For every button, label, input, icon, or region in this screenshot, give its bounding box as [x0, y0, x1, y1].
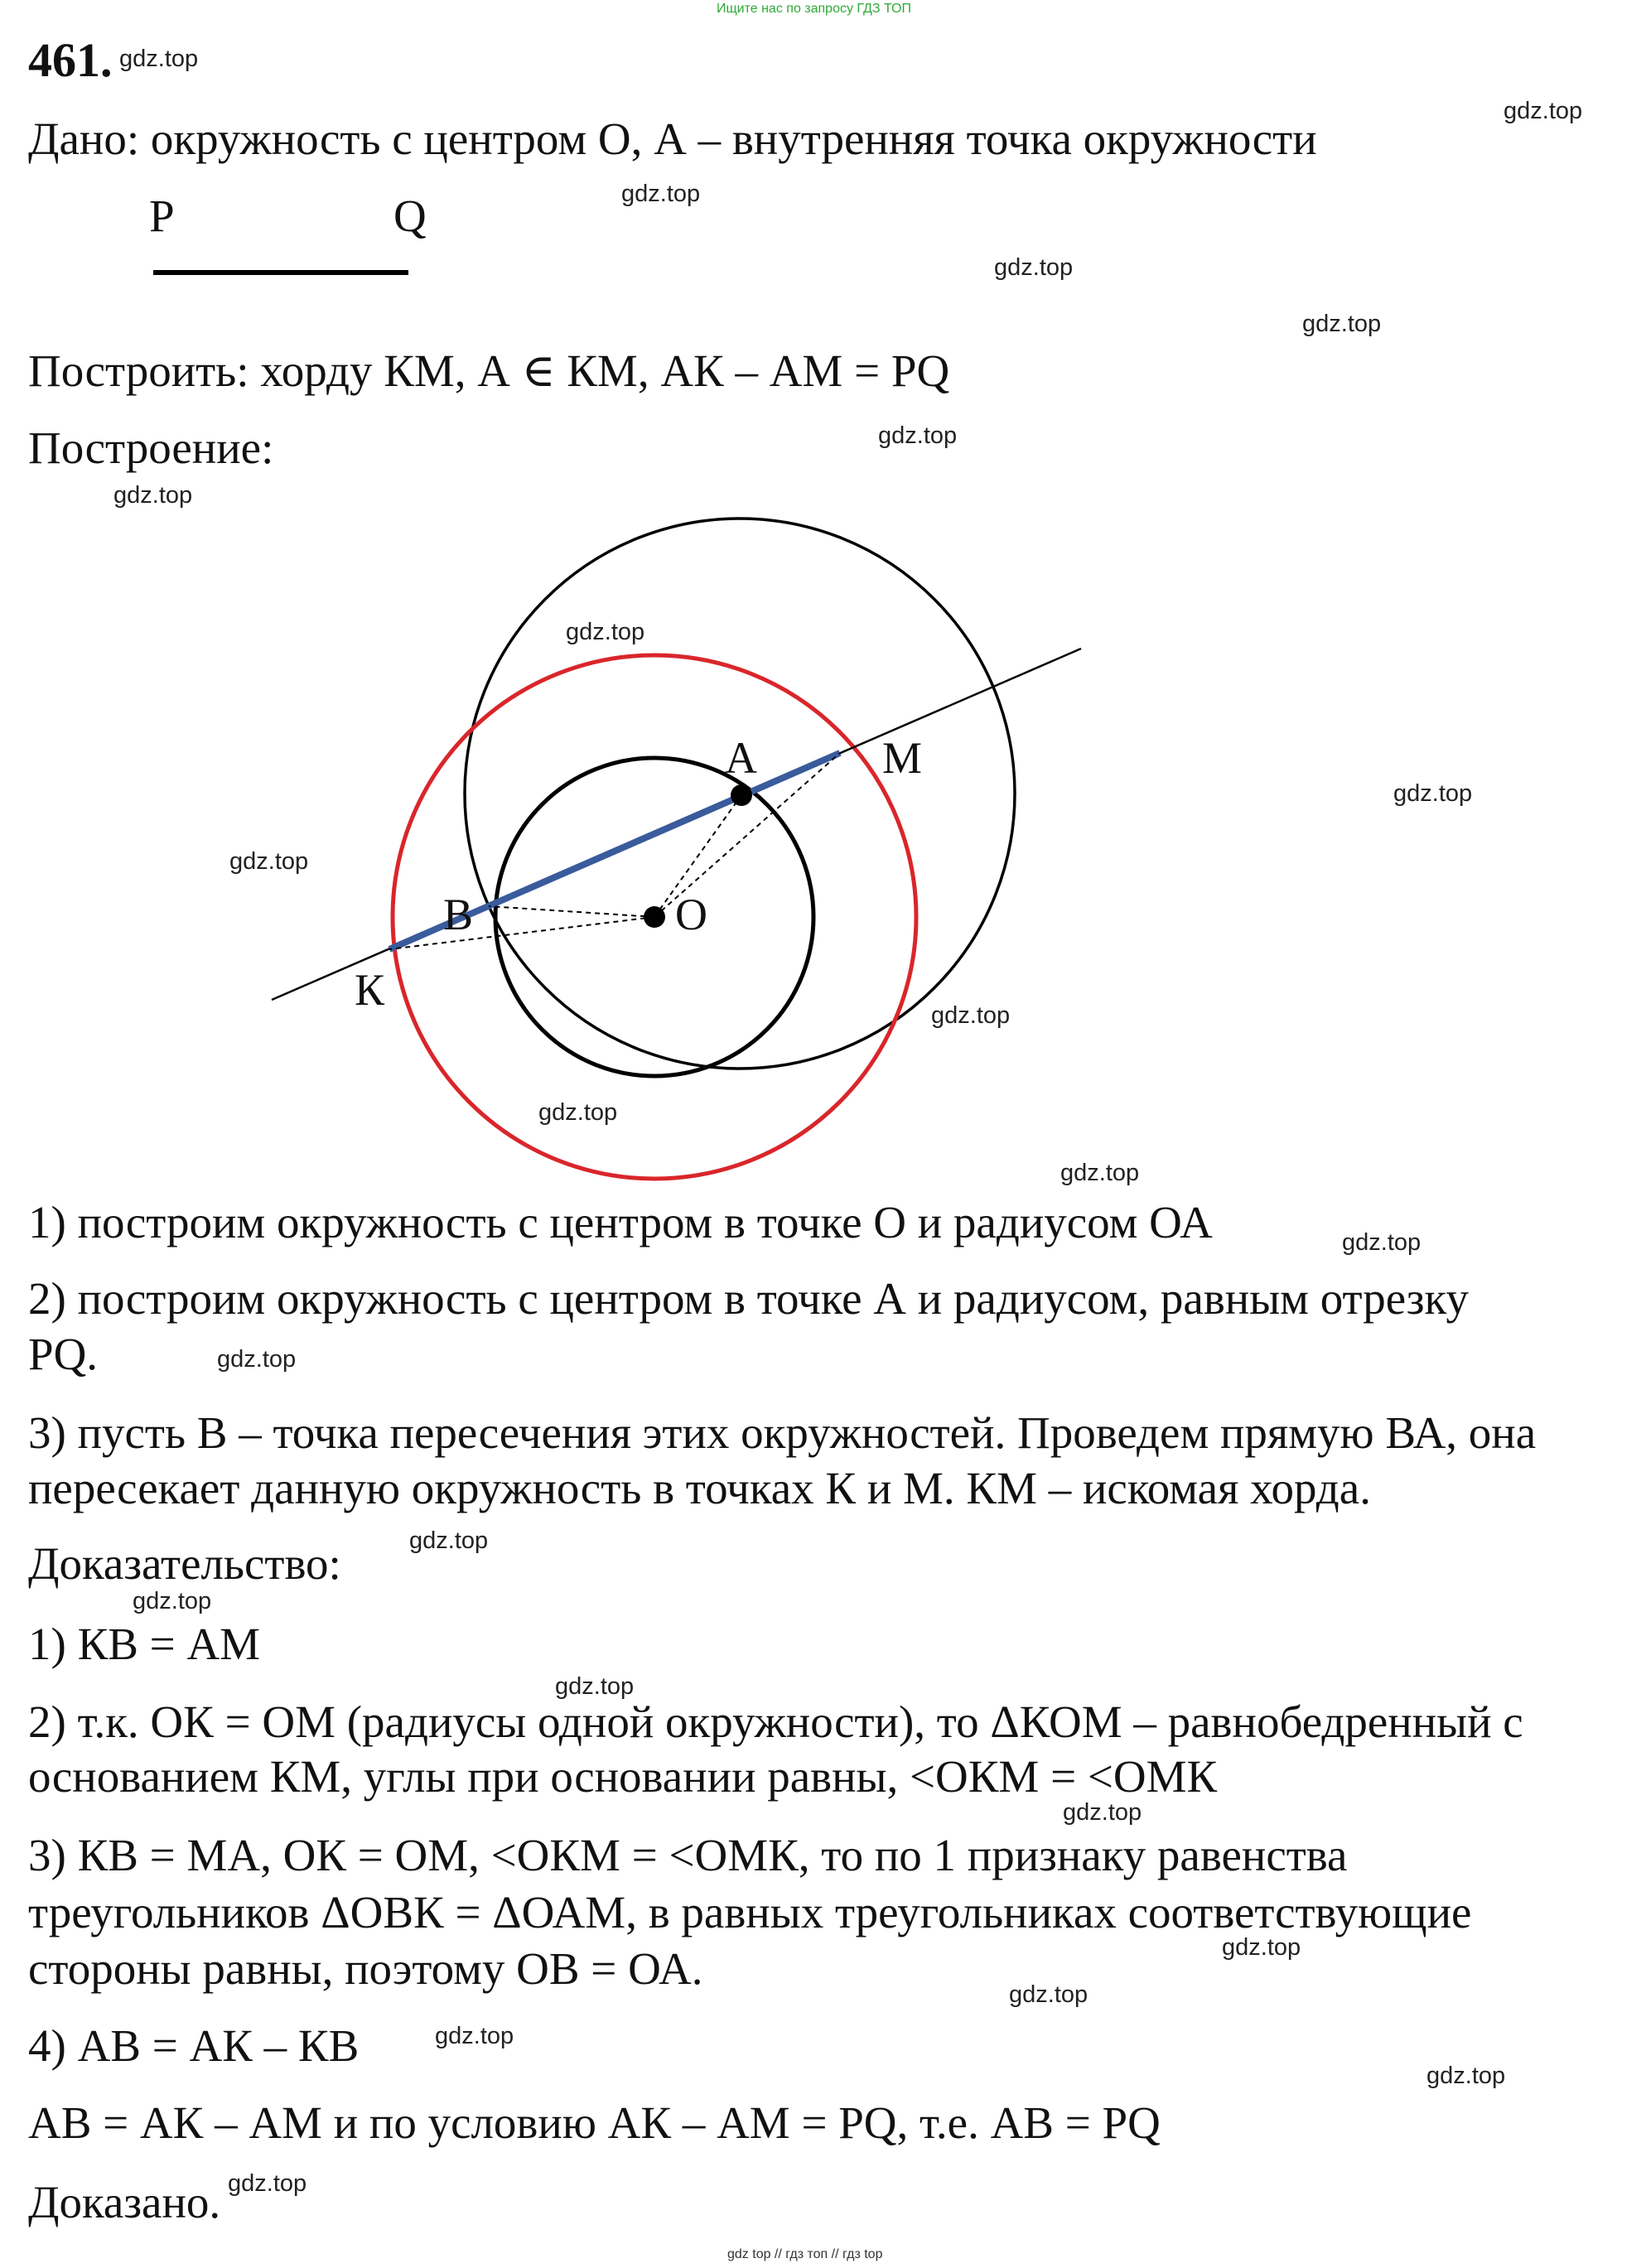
label-m: M: [882, 733, 923, 783]
proof-heading: Доказательство:: [28, 1538, 341, 1589]
watermark: gdz.top: [409, 1527, 489, 1554]
problem-number: 461.: [28, 33, 113, 87]
step-1: 1) построим окружность с центром в точке О и радиусом ОА: [28, 1197, 1213, 1247]
label-o: O: [675, 890, 707, 939]
proof-2: 2) т.к. ОК = ОМ (радиусы одной окружности), то ΔКОМ – равнобедренный с: [28, 1696, 1523, 1747]
point-o: [644, 906, 665, 928]
watermark: gdz.top: [931, 1002, 1011, 1029]
bottom-banner: gdz top // гдз топ // гдз top: [727, 2247, 883, 2261]
watermark: gdz.top: [1302, 311, 1382, 337]
segment-label-p: P: [149, 191, 175, 241]
watermark: gdz.top: [1009, 1981, 1088, 2008]
task-line: Построить: хорду КМ, А ∈ КМ, АК – АМ = PQ: [28, 345, 950, 396]
step-3-cont: пересекает данную окружность в точках К и М. КМ – искомая хорда.: [28, 1463, 1371, 1513]
watermark: gdz.top: [1063, 1799, 1142, 1826]
watermark: gdz.top: [119, 46, 199, 72]
step-2-cont: PQ.: [28, 1329, 99, 1379]
label-b: B: [443, 890, 474, 939]
given-line: Дано: окружность с центром О, А – внутренняя точка окружности: [28, 113, 1317, 164]
watermark: gdz.top: [621, 181, 701, 207]
watermark: gdz.top: [1060, 1160, 1140, 1186]
watermark: gdz.top: [1222, 1934, 1301, 1961]
segment-pq: [153, 270, 408, 275]
watermark: gdz.top: [229, 848, 309, 875]
proof-3-cont: треугольников ΔОВК = ΔОАМ, в равных треугольниках соответствующие: [28, 1887, 1472, 1937]
watermark: gdz.top: [228, 2170, 307, 2197]
dashed-ob: [489, 906, 654, 917]
watermark: gdz.top: [555, 1673, 635, 1700]
step-3: 3) пусть В – точка пересечения этих окружностей. Проведем прямую ВА, она: [28, 1407, 1537, 1458]
watermark: gdz.top: [1393, 780, 1473, 807]
step-2: 2) построим окружность с центром в точке А и радиусом, равным отрезку: [28, 1273, 1469, 1324]
label-a: A: [725, 733, 757, 783]
proof-3: 3) КВ = МА, ОК = ОМ, <ОКМ = <ОМК, то по 1 признаку равенства: [28, 1830, 1348, 1880]
watermark: gdz.top: [538, 1099, 618, 1126]
proof-4: 4) АВ = АК – КВ: [28, 2020, 360, 2071]
watermark: gdz.top: [133, 1588, 212, 1614]
watermark: gdz.top: [878, 422, 958, 449]
point-a: [731, 784, 752, 806]
watermark: gdz.top: [435, 2023, 514, 2049]
construction-heading: Построение:: [28, 422, 274, 473]
proof-3-cont2: стороны равны, поэтому ОВ = ОА.: [28, 1943, 703, 1994]
label-k: К: [355, 965, 385, 1015]
watermark: gdz.top: [994, 254, 1074, 281]
proof-2-cont: основанием КМ, углы при основании равны, <ОКМ = <ОМК: [28, 1751, 1218, 1802]
watermark: gdz.top: [1504, 98, 1583, 124]
watermark: gdz.top: [113, 482, 193, 509]
proof-4-cont: АВ = АК – АМ и по условию АК – АМ = PQ, т.е. АВ = PQ: [28, 2097, 1161, 2148]
proof-1: 1) КВ = АМ: [28, 1619, 261, 1669]
watermark: gdz.top: [566, 619, 645, 645]
top-banner: Ищите нас по запросу ГДЗ ТОП: [717, 2, 911, 16]
segment-label-q: Q: [393, 191, 427, 241]
watermark: gdz.top: [1426, 2063, 1506, 2089]
watermark: gdz.top: [217, 1346, 297, 1373]
watermark: gdz.top: [1342, 1229, 1422, 1256]
proof-conclusion: Доказано.: [28, 2177, 221, 2227]
